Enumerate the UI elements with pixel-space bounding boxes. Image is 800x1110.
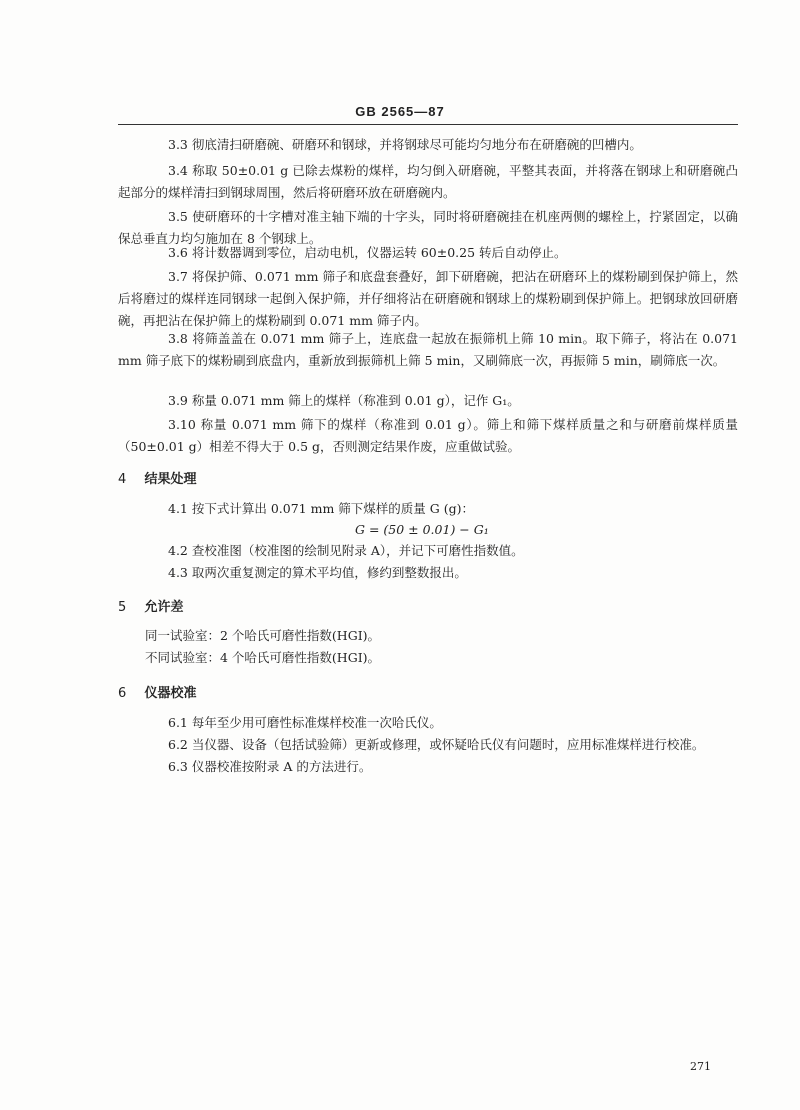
paragraph-text: 称量 0.071 mm 筛上的煤样（称准到 0.01 g），记作 G₁。: [191, 393, 520, 408]
paragraph-6-1: [118, 712, 738, 734]
header-rule: [118, 124, 738, 125]
paragraph-3-4: [118, 160, 738, 204]
paragraph-text: 使研磨环的十字槽对准主轴下端的十字头，同时将研磨碗挂在机座两侧的螺栓上，拧紧固定，以确保总垂直力均匀施加在 8 个钢球上。: [118, 209, 738, 246]
paragraph-number: 4.1: [168, 501, 188, 516]
paragraph-text: 按下式计算出 0.071 mm 筛下煤样的质量 G (g)：: [191, 501, 474, 516]
standard-code: GB 2565—87: [355, 104, 445, 119]
paragraph-3-9: [118, 390, 738, 412]
paragraph-4-1: [118, 498, 738, 520]
paragraph-6-3: [118, 756, 738, 778]
paragraph-number: 3.5: [168, 209, 188, 224]
paragraph-4-2: [118, 540, 738, 562]
section-6-heading: [118, 682, 738, 701]
paragraph-number: 3.9: [168, 393, 188, 408]
section-number: 5: [118, 600, 127, 615]
paragraph-number: 3.4: [168, 163, 188, 178]
paragraph-text: 仪器校准按附录 A 的方法进行。: [191, 759, 372, 774]
paragraph-text: 称量 0.071 mm 筛下的煤样（称准到 0.01 g）。筛上和筛下煤样质量之和与研磨前煤样质量（50±0.01 g）相差不得大于 0.5 g，否则测定结果作废，应重做试验。: [118, 417, 738, 454]
paragraph-number: 3.10: [168, 417, 196, 432]
section-title: 结果处理: [144, 472, 197, 487]
paragraph-3-10: [118, 414, 738, 458]
paragraph-text: 将筛盖盖在 0.071 mm 筛子上，连底盘一起放在振筛机上筛 10 min。取下筛子，将沾在 0.071 mm 筛子底下的煤粉刷到底盘内，重新放到振筛机上筛 5 min，又刷筛底一次，再振筛 5 min，刷筛底一次。: [118, 331, 738, 368]
paragraph-6-2: [118, 734, 738, 756]
section-5-heading: [118, 596, 738, 615]
paragraph-text: 每年至少用可磨性标准煤样校准一次哈氏仪。: [191, 715, 442, 730]
paragraph-text: 取两次重复测定的算术平均值，修约到整数报出。: [191, 565, 467, 580]
paragraph-number: 4.2: [168, 543, 188, 558]
paragraph-number: 6.2: [168, 737, 188, 752]
paragraph-3-7: [118, 266, 738, 332]
section-title: 仪器校准: [144, 686, 197, 701]
paragraph-text: 称取 50±0.01 g 已除去煤粉的煤样，均匀倒入研磨碗，平整其表面，并将落在钢球上和研磨碗凸起部分的煤样清扫到钢球周围，然后将研磨环放在研磨碗内。: [118, 163, 738, 200]
paragraph-4-3: [118, 562, 738, 584]
paragraph-text: 将保护筛、0.071 mm 筛子和底盘套叠好，卸下研磨碗，把沾在研磨环上的煤粉刷到保护筛上，然后将磨过的煤样连同钢球一起倒入保护筛，并仔细将沾在研磨碗和钢球上的煤粉刷到保护筛上。把钢球放回研磨碗，再把沾在保护筛上的煤粉刷到 0.071 mm 筛子内。: [118, 269, 738, 328]
page-number: 271: [690, 1060, 711, 1073]
section-number: 6: [118, 686, 127, 701]
paragraph-number: 4.3: [168, 565, 188, 580]
paragraph-text: 彻底清扫研磨碗、研磨环和钢球，并将钢球尽可能均匀地分布在研磨碗的凹槽内。: [191, 137, 642, 152]
paragraph-number: 6.1: [168, 715, 188, 730]
tolerance-different-lab: 不同试验室：4 个哈氏可磨性指数(HGI)。: [145, 650, 381, 665]
paragraph-number: 3.6: [168, 245, 188, 260]
paragraph-3-8: [118, 328, 738, 372]
paragraph-number: 3.7: [168, 269, 188, 284]
paragraph-text: 将计数器调到零位，启动电机，仪器运转 60±0.25 转后自动停止。: [191, 245, 567, 260]
section-number: 4: [118, 472, 127, 487]
paragraph-text: 查校准图（校准图的绘制见附录 A），并记下可磨性指数值。: [191, 543, 524, 558]
paragraph-3-6: [118, 242, 738, 264]
tolerance-same-lab: 同一试验室：2 个哈氏可磨性指数(HGI)。: [145, 628, 381, 643]
paragraph-3-3: [118, 134, 738, 156]
paragraph-number: 3.3: [168, 137, 188, 152]
paragraph-text: 当仪器、设备（包括试验筛）更新或修理，或怀疑哈氏仪有问题时，应用标准煤样进行校准。: [191, 737, 705, 752]
section-title: 允许差: [144, 600, 184, 615]
paragraph-number: 6.3: [168, 759, 188, 774]
paragraph-number: 3.8: [168, 331, 188, 346]
section-4-heading: [118, 468, 738, 487]
formula: G = (50 ± 0.01) − G₁: [355, 522, 489, 537]
